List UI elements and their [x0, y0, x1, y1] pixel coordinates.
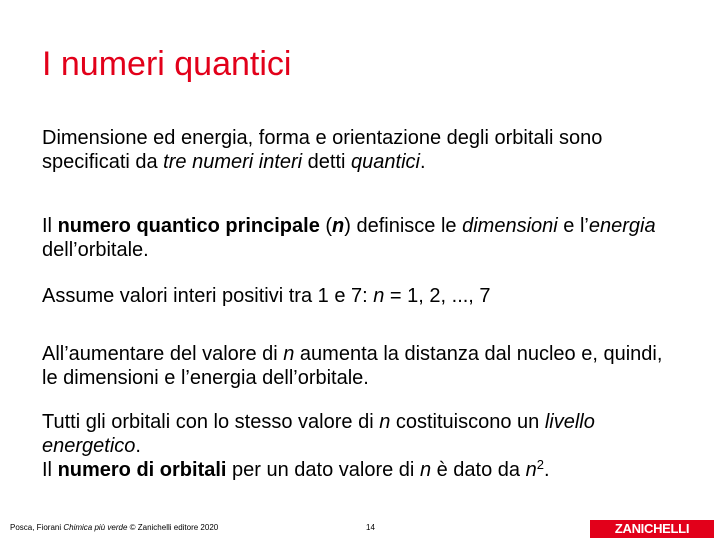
slide-footer — [0, 514, 720, 540]
paragraph-n-values: Assume valori interi positivi tra 1 e 7: n = 1, 2, ..., 7 — [42, 285, 491, 307]
slide-title: I numeri quantici — [42, 45, 292, 83]
footer-credit: Posca, Fiorani Chimica più verde © Zanichelli editore 2020 — [10, 523, 219, 532]
paragraph-orbitals-intro: Dimensione ed energia, forma e orientazione degli orbitali sono specificati da tre numeri interi detti quantici. — [42, 127, 603, 173]
paragraph-principal-number: Il numero quantico principale (n) definisce le dimensioni e l’energia dell’orbitale. — [42, 215, 656, 261]
paragraph-n-increase: All’aumentare del valore di n aumenta la distanza dal nucleo e, quindi, le dimensioni e l’energia dell’orbitale. — [42, 343, 663, 389]
zanichelli-logo: ZANICHELLI — [590, 520, 714, 538]
page-number: 14 — [366, 523, 375, 532]
paragraph-energy-level: Tutti gli orbitali con lo stesso valore di n costituiscono un livello energetico. Il numero di orbitali per un dato valore di n è dato da $n^2$. — [42, 411, 595, 481]
